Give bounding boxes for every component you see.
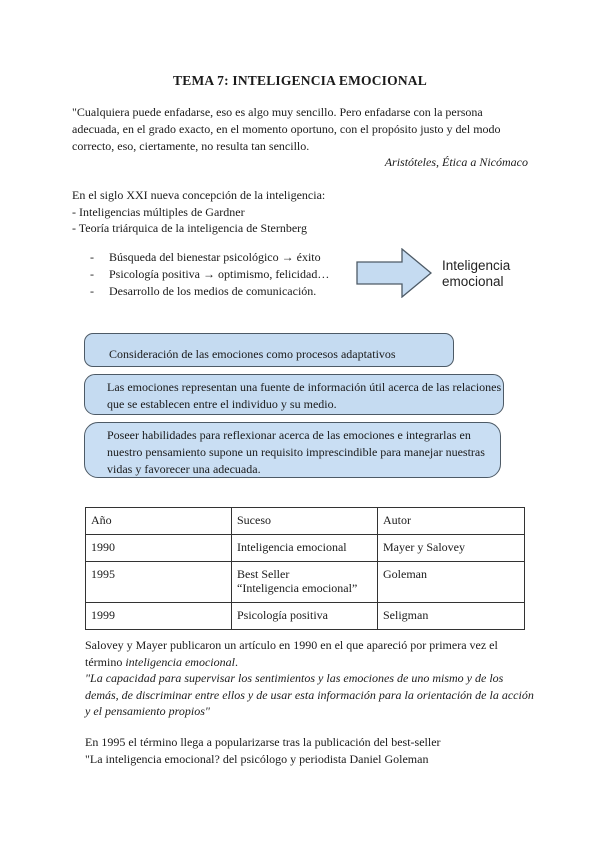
quote-source: Aristóteles, Ética a Nicómaco <box>384 155 528 169</box>
paragraph-goleman <box>85 734 535 767</box>
paragraph-salovey-mayer <box>85 637 535 720</box>
table-cell-line: “Inteligencia emocional” <box>237 581 358 595</box>
bullet-item: - Desarrollo de los medios de comunicación. <box>72 283 329 300</box>
paragraph-text: . <box>234 654 238 669</box>
paragraph-text: Salovey y Mayer publicaron un artículo en 1990 en el que apareció por primera vez el término <box>85 638 498 669</box>
table-cell: Psicología positiva <box>232 603 378 630</box>
bullet-list <box>72 249 329 300</box>
paragraph-line: En 1995 el término llega a popularizarse tras la publicación del best-seller <box>85 735 441 749</box>
concept-box: Las emociones representan una fuente de información útil acerca de las relaciones que se establecen entre el individuo y su medio. <box>84 374 504 415</box>
table-cell: Goleman <box>378 562 525 603</box>
paragraph-line: "La inteligencia emocional? del psicólogo y periodista Daniel Goleman <box>85 751 429 766</box>
table-cell: 1999 <box>86 603 232 630</box>
table-cell: Inteligencia emocional <box>232 535 378 562</box>
intro-line: - Teoría triárquica de la inteligencia de Sternberg <box>72 221 307 235</box>
table-cell-line: Best Seller <box>237 567 290 581</box>
intro-line: En el siglo XXI nueva concepción de la inteligencia: <box>72 188 326 202</box>
concept-box: Poseer habilidades para reflexionar acerca de las emociones e integrarlas en nuestro pensamiento supone un requisito imprescindible para manejar nuestras vidas y favorecer una adecuada. <box>84 422 501 478</box>
table-row <box>86 562 525 603</box>
table-row <box>86 603 525 630</box>
table-cell: 1990 <box>86 535 232 562</box>
table-cell: Mayer y Salovey <box>378 535 525 562</box>
page-title: TEMA 7: INTELIGENCIA EMOCIONAL <box>173 73 427 88</box>
definition-quote: "La capacidad para supervisar los sentimientos y las emociones de uno mismo y de los demás, de discriminar entre ellos y de usar esta información para la orientación de la acción y el pensamiento propios" <box>85 671 534 718</box>
table-cell: 1995 <box>86 562 232 603</box>
bullet-item: - Búsqueda del bienestar psicológico → éxito <box>72 249 329 266</box>
table-cell: Seligman <box>378 603 525 630</box>
table-header-cell: Año <box>86 508 232 535</box>
arrow-label <box>442 258 510 290</box>
term-emphasis: inteligencia emocional <box>125 654 235 669</box>
table-header-row <box>86 508 525 535</box>
table-header-cell: Autor <box>378 508 525 535</box>
table-header-cell: Suceso <box>232 508 378 535</box>
intro-block <box>72 187 472 237</box>
intro-line: - Inteligencias múltiples de Gardner <box>72 204 245 219</box>
table-cell <box>232 562 378 603</box>
table-row <box>86 535 525 562</box>
bullet-item: - Psicología positiva → optimismo, felicidad… <box>72 266 329 283</box>
arrow-label-line: Inteligencia <box>442 258 511 273</box>
right-arrow-icon <box>356 248 432 298</box>
arrow-label-line: emocional <box>442 274 504 289</box>
concept-box: Consideración de las emociones como procesos adaptativos <box>84 333 454 367</box>
opening-quote: "Cualquiera puede enfadarse, eso es algo muy sencillo. Pero enfadarse con la persona adecuada, en el grado exacto, en el momento oportuno, con el propósito justo y del modo correcto, eso, ciertamente, no resulta tan sencillo. <box>72 105 501 153</box>
history-table <box>85 507 525 630</box>
